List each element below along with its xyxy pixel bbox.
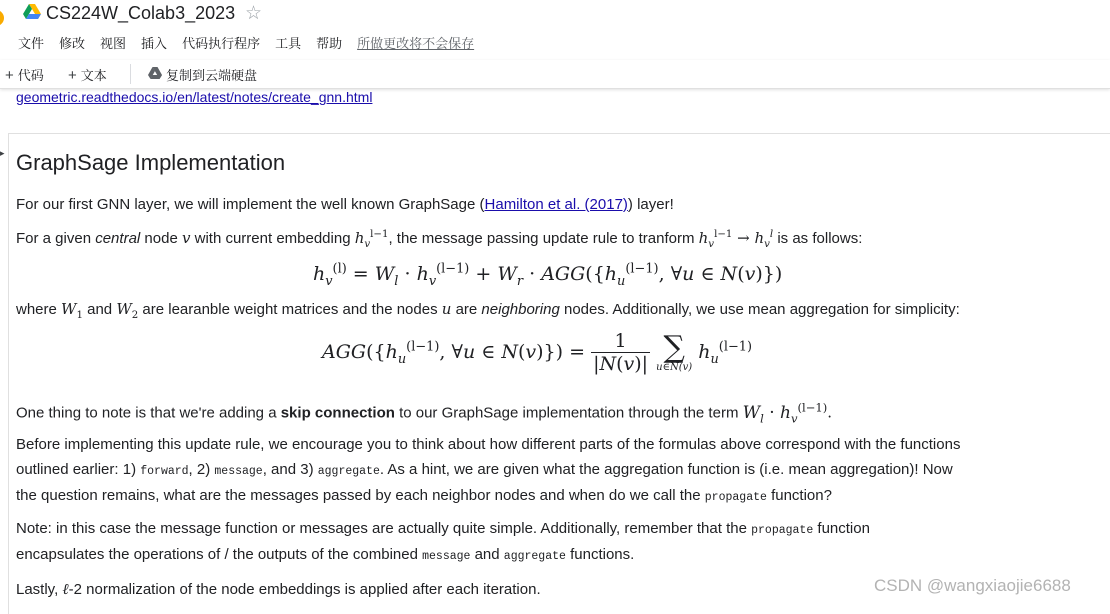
add-text-label: 文本 [80,68,107,83]
graphsage-update-formula: $h_v^{(l)} = W_l \cdot h_v^{(l-1)} + W_r \cdot AGG(\{h_u^{(l-1)}$, ∀u ∈ N(v)}) [313,262,783,290]
paragraph-hint-line1: Before implementing this update rule, we encourage you to think about how different parts of the formulas above correspond with the functions [16,436,961,453]
menu-tools[interactable]: 工具 [275,36,302,51]
paragraph-note-line1 [16,520,870,537]
add-text-button[interactable] [68,65,107,84]
notebook-toolbar [0,60,1110,89]
menu-runtime[interactable]: 代码执行程序 [182,36,261,51]
toolbar-divider [130,64,131,84]
code-aggregate: aggregate [317,465,380,478]
text: functions. [565,546,635,563]
neighboring-emphasis: neighboring [481,301,560,318]
central-emphasis: central [95,230,141,247]
drive-copy-icon [148,67,162,79]
paragraph-update-rule [16,229,862,250]
math-h-v-l-1: $h_v^{l-1}$ [354,229,389,250]
hamilton-citation-link[interactable]: Hamilton et al. (2017) [484,196,628,213]
intro-text-end: ) layer! [627,196,674,213]
notebook-title[interactable]: CS224W_Colab3_2023 [46,3,236,23]
docs-link[interactable]: geometric.readthedocs.io/en/latest/notes/create_gnn.html [16,89,373,105]
math-w2: $W_2$ [116,300,139,321]
menu-bar [18,33,489,52]
drive-icon[interactable] [23,4,41,20]
code-aggregate: aggregate [503,550,566,563]
code-message: message [422,550,471,563]
text: to our GraphSage implementation through the term [394,404,743,422]
math-w1: $W_1$ [61,300,83,321]
math-u: u [441,300,452,318]
section-heading: GraphSage Implementation [16,150,286,175]
math-v: v [181,229,191,247]
add-code-label: 代码 [17,68,44,83]
paragraph-skip-connection: One thing to note is that we're adding a skip connection to our GraphSage implementation through the term $W_l \cdot h_v^{(l-1)}$. [16,400,833,426]
math-transform: $h_v^{l-1} \to h_v^l$ [698,229,774,250]
text: are learanble weight matrices and the nodes [138,301,442,318]
text: One thing to note is that we're adding a [16,404,281,422]
colab-header [0,0,1110,60]
text: -2 normalization of the node embeddings is applied after each iteration. [68,581,541,598]
menu-edit[interactable]: 修改 [59,36,86,51]
code-propagate: propagate [751,524,814,537]
text: For a given [16,230,96,247]
text: where [16,301,62,318]
text: are [451,301,482,318]
text: outlined earlier: 1) [16,461,141,478]
code-message: message [214,465,263,478]
paragraph-hint-line3 [16,487,832,504]
paragraph-normalization [16,580,541,599]
paragraph-hint-line2 [16,461,953,478]
text: Note: in this case the message function or messages are actually quite simple. Additionally, remember that the [16,520,752,537]
text: function? [766,487,832,504]
copy-to-drive-button[interactable]: 复制到云端硬盘 [166,68,258,83]
add-code-button[interactable] [5,65,44,84]
code-propagate: propagate [704,491,767,504]
csdn-watermark: CSDN @wangxiaojie6688 [874,576,1071,595]
text: and [82,301,117,318]
text: , and 3) [262,461,318,478]
math-skip-term: $W_l \cdot h_v^{(l-1)}$ [742,400,828,426]
text: Lastly, [16,581,63,598]
unsaved-changes-notice[interactable]: 所做更改将不会保存 [357,36,475,51]
paragraph-intro [16,196,674,213]
text: , the message passing update rule to tranform [388,230,699,247]
menu-help[interactable]: 帮助 [316,36,343,51]
text: , 2) [188,461,215,478]
math-ell: ℓ [62,580,69,598]
skip-connection-bold: skip connection [280,404,395,422]
text: encapsulates the operations of / the outputs of the combined [16,546,423,563]
menu-view[interactable]: 视图 [100,36,127,51]
plus-icon: + [68,67,77,84]
text: node [140,230,182,247]
code-forward: forward [140,465,189,478]
text: nodes. Additionally, we use mean aggregation for simplicity: [559,301,960,318]
text: with current embedding [190,230,355,247]
text: function [813,520,870,537]
mean-aggregation-formula: $AGG(\{h_u^{(l-1)}$, ∀u ∈ N(v)}) = $\frac{1}{|N(v)|}$ ∑ u∈N(v) $h_u^{(l-1)}$ [322,329,753,375]
collapse-arrow-icon[interactable]: ▸ [0,148,5,158]
paragraph-note-line2 [16,546,634,563]
star-icon[interactable]: ☆ [245,3,263,24]
intro-text: For our first GNN layer, we will implement the well known GraphSage ( [16,196,485,213]
text: and [470,546,504,563]
text: the question remains, what are the messages passed by each neighbor nodes and when do we call the [16,487,705,504]
menu-file[interactable]: 文件 [18,36,45,51]
paragraph-weights [16,300,960,321]
colab-logo-icon[interactable] [0,10,4,26]
menu-insert[interactable]: 插入 [141,36,168,51]
plus-icon: + [5,67,14,84]
text: . As a hint, we are given what the aggregation function is (i.e. mean aggregation)! Now [379,461,953,478]
text: is as follows: [773,230,863,247]
